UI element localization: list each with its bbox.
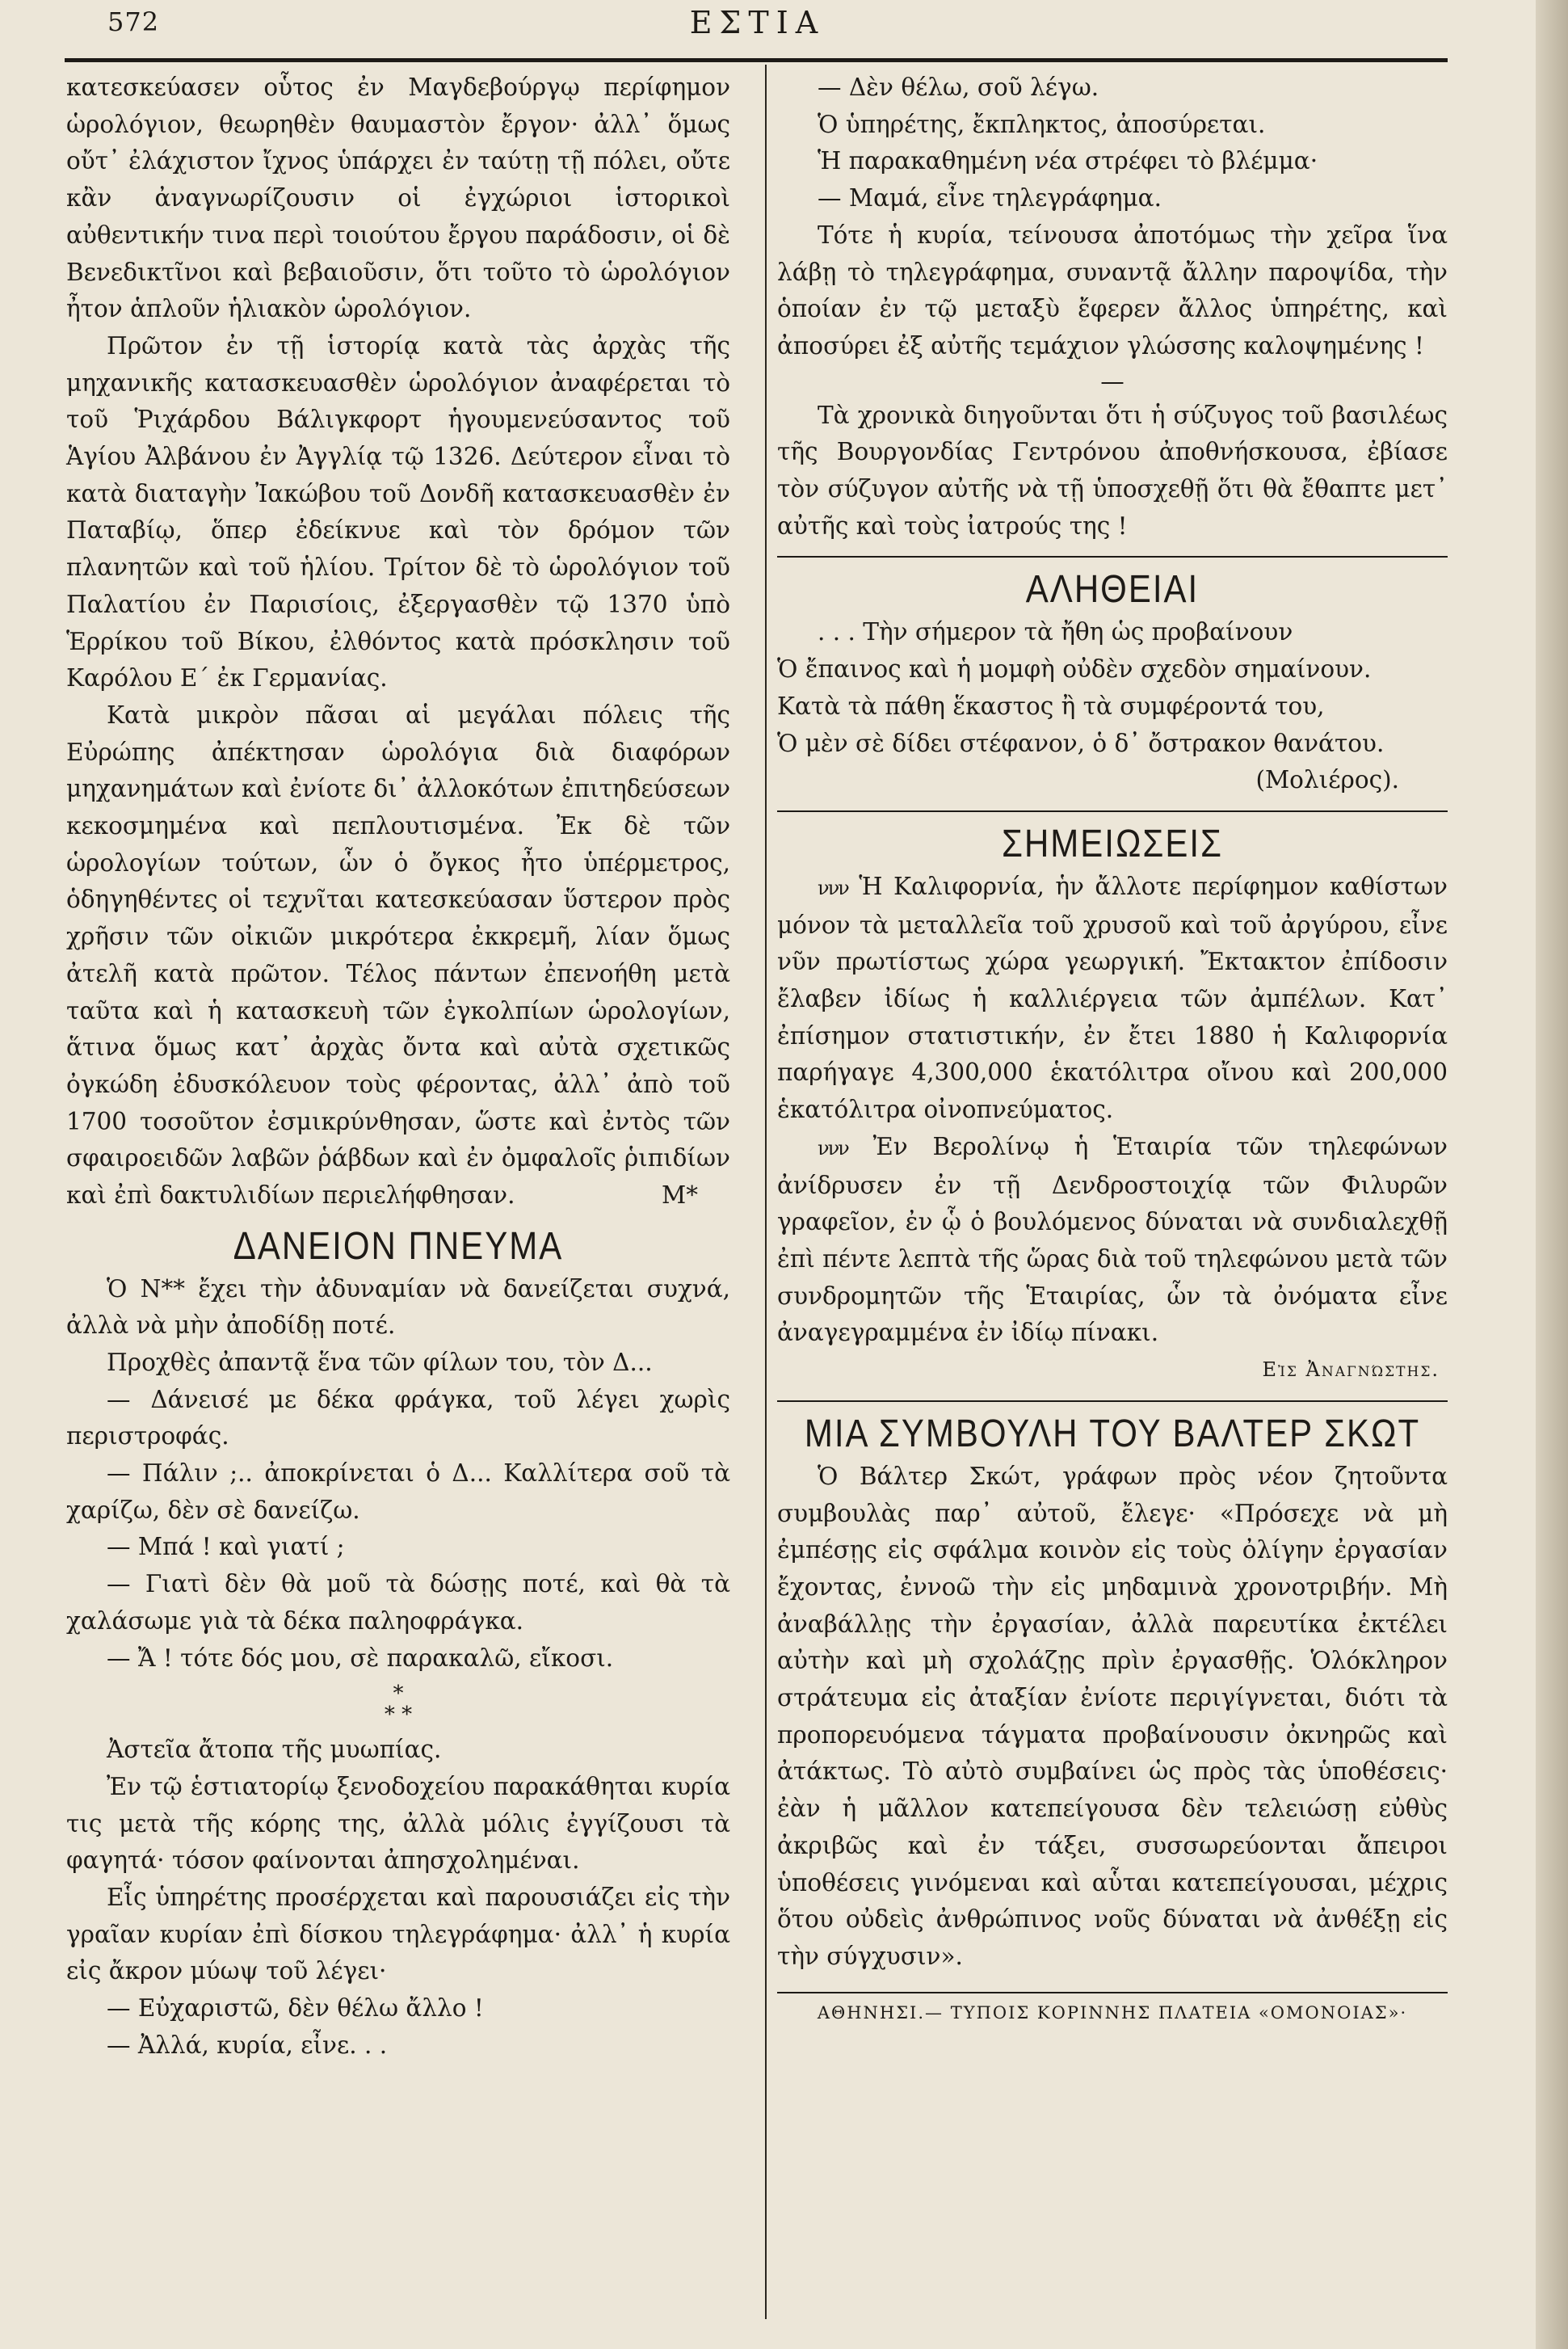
loan-line: — Δάνεισέ με δέκα φράγκα, τοῦ λέγει χωρὶς περιστροφάς. <box>66 1385 730 1450</box>
verse-line: Ὁ μὲν σὲ δίδει στέφανον, ὁ δ᾽ ὄστρακον θανάτου. <box>777 729 1385 757</box>
myopia-continued-line: Τότε ἡ κυρία, τείνουσα ἀποτόμως τὴν χεῖρα ἵνα λάβῃ τὸ τηλεγράφημα, συναντᾷ ἄλλην παροψίδα, τὴν ὁποίαν ἐν τῷ μεταξὺ ἔφερεν ἄλλος ὑπηρέτης, καὶ ἀποσύρει ἐξ αὐτῆς τεμάχιον γλώσσης καλοψημένης ! <box>777 221 1448 360</box>
scott-paragraph: Ὁ Βάλτερ Σκώτ, γράφων πρὸς νέον ζητοῦντα συμβουλὰς παρ᾽ αὐτοῦ, ἔλεγε· «Πρόσεχε νὰ μὴ ἐμπέσῃς εἰς σφάλμα κοινὸν εἰς τοὺς ὀλίγην ἐργασίαν ἔχοντας, ἐννοῶ τὴν εἰς μηδαμινὰ χρονοτριβήν. Μὴ ἀναβάλλῃς τὴν ἐργασίαν, ἀλλὰ παρευτίκα ἐκτέλει αὐτὴν καὶ μὴ σχολάζῃς πρὶν ἐργασθῇς. Ὁλόκληρον στράτευμα εἰς ἀταξίαν ἐνίοτε περιγίγνεται, διότι τὰ προπορευόμενα τάγματα προβαίνουσιν ὀκνηρῶς καὶ ἀτάκτως. Τὸ αὐτὸ συμβαίνει ὡς πρὸς τὰς ὑποθέσεις· ἐὰν ἡ μᾶλλον κατεπείγουσα δὲν τελειώσῃ εὐθὺς ἀκριβῶς καὶ ἐν τάξει, συσσωρεύονται ἄπειροι ὑποθέσεις γινόμεναι καὶ αὗται κατεπείγουσαι, μέχρις ὅτου οὐδεὶς ἀνθρώπινος νοῦς δύναται νὰ ἀνθέξῃ εἰς τὴν σύγχυσιν». <box>777 1462 1448 1970</box>
section-rule <box>777 556 1448 558</box>
header-rule <box>65 58 1448 62</box>
asterism <box>66 1677 730 1732</box>
note-text: Ἡ Καλιφορνία, ἡν ἄλλοτε περίφημον καθίστων μόνον τὰ μεταλλεῖα τοῦ χρυσοῦ καὶ τοῦ ἀργύρου, εἶνε νῦν πρωτίστως χώρα γεωργική. Ἔκτακτον ἐπίδοσιν ἔλαβεν ἰδίως ἡ καλλιέργεια τῶν ἀμπέλων. Κατ᾽ ἐπίσημον στατιστικήν, ἐν ἔτει 1880 ἡ Καλιφορνία παρήγαγε 4,300,000 ἑκατόλιτρα οἴνου καὶ 200,000 ἑκατόλιτρα οἰνοπνεύματος. <box>777 872 1448 1124</box>
asterism-top: * <box>393 1682 404 1707</box>
clock-paragraph: Κατὰ μικρὸν πᾶσαι αἱ μεγάλαι πόλεις τῆς Εὐρώπης ἀπέκτησαν ὡρολόγια διὰ διαφόρων μηχανημάτων καὶ ἐνίοτε δι᾽ ἀλλοκότων ἐπιτηδεύσεων κεκοσμημένα καὶ πεπλουτισμένα. Ἐκ δὲ τῶν ὡρολογίων τούτων, ὧν ὁ ὄγκος ἦτο ὑπέρμετρος, ὁδηγηθέντες οἱ τεχνῖται κατεσκεύασαν ὕστερον πρὸς χρῆσιν τῶν οἰκιῶν μικρότερα ἐκκρεμῆ, λίαν ὅμως ἀτελῆ κατὰ πρῶτον. Τέλος πάντων ἐπενοήθη μετὰ ταῦτα καὶ ἡ κατασκευὴ τῶν ἐγκολπίων ὡρολογίων, ἅτινα ὅμως κατ᾽ ἀρχὰς ὄντα καὶ αὐτὰ σχετικῶς ὀγκώδη ἐδυσκόλευον τοὺς φέροντας, ἀλλ᾽ ἀπὸ τοῦ 1700 τοσοῦτον ἐσμικρύνθησαν, ὥστε καὶ ἐντὸς τῶν σφαιροειδῶν λαβῶν ῥάβδων καὶ ἐν ὀμφαλοῖς ῥιπιδίων καὶ ἐπὶ δακτυλιδίων περιελήφθησαν. <box>66 701 730 1210</box>
myopia-line: — Εὐχαριστῶ, δὲν θέλω ἄλλο ! <box>107 1994 484 2023</box>
myopia-continued-line: — Δὲν θέλω, σοῦ λέγω. <box>818 74 1099 101</box>
section-rule <box>777 810 1448 812</box>
myopia-continued-line: — Μαμά, εἶνε τηλεγράφημα. <box>818 184 1162 213</box>
section-heading-scott: ΜΙΑ ΣΥΜΒΟΥΛΗ ΤΟΥ ΒΑΛΤΕΡ ΣΚΩΤ <box>804 1411 1421 1455</box>
right-column <box>777 69 1448 2026</box>
loan-line: Προχθὲς ἀπαντᾷ ἕνα τῶν φίλων του, τὸν Δ... <box>107 1348 653 1376</box>
column-divider <box>765 65 767 2319</box>
myopia-line: Εἷς ὑπηρέτης προσέρχεται καὶ παρουσιάζει εἰς τὴν γραῖαν κυρίαν ἐπὶ δίσκου τηλεγράφημα· ἀλλ᾽ ἡ κυρία εἰς ἄκρον μύωψ τοῦ λέγει· <box>66 1884 730 1985</box>
verse-attribution: (Μολιέρος). <box>1255 766 1399 794</box>
page-edge-shadow <box>1536 0 1568 2349</box>
verse-line: Ὁ ἔπαινος καὶ ἡ μομφὴ οὐδὲν σχεδὸν σημαίνουν. <box>777 655 1372 684</box>
article-signature: Μ* <box>662 1181 698 1209</box>
journal-title: ΕΣΤΙΑ <box>689 5 826 40</box>
loan-line: — Μπά ! καὶ γιατί ; <box>107 1533 345 1561</box>
clock-paragraph: Πρῶτον ἐν τῇ ἱστορίᾳ κατὰ τὰς ἀρχὰς τῆς μηχανικῆς κατασκευασθὲν ὡρολόγιον ἀναφέρεται τὸ τοῦ Ῥιχάρδου Βάλιγκφορτ ἡγουμενεύσαντος τοῦ Ἁγίου Ἀλβάνου ἐν Ἀγγλίᾳ τῷ 1326. Δεύτερον εἶναι τὸ κατὰ διαταγὴν Ἰακώβου τοῦ Δονδῆ κατασκευασθὲν ἐν Παταβίῳ, ὅπερ ἐδείκνυε καὶ τὸν δρόμον τῶν πλανητῶν καὶ τοῦ ἡλίου. Τρίτον δὲ τὸ ὡρολόγιον τοῦ Παλατίου ἐν Παρισίοις, ἐξεργασθὲν τῷ 1370 ὑπὸ Ἑρρίκου τοῦ Βίκου, ἐλθόντος κατὰ πρόσκλησιν τοῦ Καρόλου Ε´ ἐκ Γερμανίας. <box>66 331 730 692</box>
note-paragraph <box>777 869 1448 1129</box>
note-text: Ἐν Βερολίνῳ ἡ Ἑταιρία τῶν τηλεφώνων ἀνίδρυσεν ἐν τῇ Δενδροστοιχίᾳ τῶν Φιλυρῶν γραφεῖον, ἐν ᾧ ὁ βουλόμενος δύναται νὰ συνδιαλεχθῇ ἐπὶ πέντε λεπτὰ τῆς ὥρας διὰ τοῦ τηλεφώνου μετὰ τῶν συνδρομητῶν τῆς Ἑταιρίας, ὧν τὰ ὀνόματα εἶνε ἀναγεγραμμένα ἐν ἰδίῳ πίνακι. <box>777 1132 1448 1347</box>
footer-rule <box>777 1992 1448 1993</box>
section-heading-truths: ΑΛΗΘΕΙΑΙ <box>1025 566 1200 611</box>
loan-line: — Γιατὶ δὲν θὰ μοῦ τὰ δώσῃς ποτέ, καὶ θὰ τὰ χαλάσωμε γιὰ τὰ δέκα παληοφράγκα. <box>66 1570 730 1635</box>
section-heading-loan: ΔΑΝΕΙΟΝ ΠΝΕΥΜΑ <box>233 1223 564 1267</box>
verse-line: Κατὰ τὰ πάθη ἕκαστος ἢ τὰ συμφέροντά του, <box>777 692 1325 720</box>
loan-line: — Ἄ ! τότε δός μου, σὲ παρακαλῶ, εἴκοσι. <box>107 1644 614 1672</box>
note-mark: ννν <box>818 1136 848 1160</box>
myopia-continued-line: Ἡ παρακαθημένη νέα στρέφει τὸ βλέμμα· <box>818 147 1318 175</box>
myopia-line: Ἐν τῷ ἑστιατορίῳ ξενοδοχείου παρακάθηται κυρία τις μετὰ τῆς κόρης της, ἀλλὰ μόλις ἐγγίζουσι τὰ φαγητά· τόσον φαίνονται ἀπησχολημέναι. <box>66 1772 730 1875</box>
myopia-line: — Ἀλλά, κυρία, εἶνε. . . <box>107 2031 388 2059</box>
separator-dash: — <box>1100 367 1125 395</box>
section-heading-notes: ΣΗΜΕΙΩΣΕΙΣ <box>1002 821 1223 865</box>
masthead <box>69 0 1446 48</box>
loan-line: Ὁ Ν** ἔχει τὴν ἀδυναμίαν νὰ δανείζεται συχνά, ἀλλὰ νὰ μὴν ἀποδίδῃ ποτέ. <box>66 1274 730 1340</box>
myopia-continued-line: Ὁ ὑπηρέτης, ἔκπληκτος, ἀποσύρεται. <box>818 110 1266 138</box>
section-rule <box>777 1400 1448 1402</box>
note-mark: ννν <box>818 876 848 899</box>
note-paragraph <box>777 1129 1448 1352</box>
asterism-bottom: * * <box>384 1703 413 1728</box>
verse-line: . . . Τὴν σήμερον τὰ ἤθη ὡς προβαίνουν <box>818 618 1293 646</box>
notes-byline: Εἰς Ἀναγνώστης. <box>1262 1358 1440 1382</box>
imprint-footer: ΑΘΗΝΗΣΙ.— ΤΥΠΟΙΣ ΚΟΡΙΝΝΗΣ ΠΛΑΤΕΙΑ «ΟΜΟΝΟΙΑΣ»· <box>817 2002 1408 2023</box>
myopia-line: Ἀστεῖα ἄτοπα τῆς μυωπίας. <box>107 1736 442 1764</box>
clock-paragraph: κατεσκεύασεν οὗτος ἐν Μαγδεβούργῳ περίφημον ὡρολόγιον, θεωρηθὲν θαυμαστὸν ἔργον· ἀλλ᾽ ὅμως οὔτ᾽ ἐλάχιστον ἴχνος ὑπάρχει ἐν ταύτῃ τῇ πόλει, οὔτε κἂν ἀναγνωρίζουσιν οἱ ἐγχώριοι ἱστορικοὶ αὐθεντικήν τινα περὶ τοιούτου ἔργου παράδοσιν, οἱ δὲ Βενεδικτῖνοι καὶ βεβαιοῦσιν, ὅτι τοῦτο τὸ ὡρολόγιον ἦτον ἁπλοῦν ἡλιακὸν ὡρολόγιον. <box>66 74 730 323</box>
left-column <box>66 69 730 2065</box>
page-number: 572 <box>107 6 160 37</box>
loan-line: — Πάλιν ;.. ἀποκρίνεται ὁ Δ... Καλλίτερα σοῦ τὰ χαρίζω, δὲν σὲ δανείζω. <box>66 1459 730 1524</box>
chronicle-paragraph: Τὰ χρονικὰ διηγοῦνται ὅτι ἡ σύζυγος τοῦ βασιλέως τῆς Βουργονδίας Γεντρόνου ἀποθνήσκουσα, ἐβίασε τὸν σύζυγον αὐτῆς νὰ τῇ ὑποσχεθῇ ὅτι θὰ ἔθαπτε μετ᾽ αὐτῆς καὶ τοὺς ἰατρούς της ! <box>777 401 1448 540</box>
